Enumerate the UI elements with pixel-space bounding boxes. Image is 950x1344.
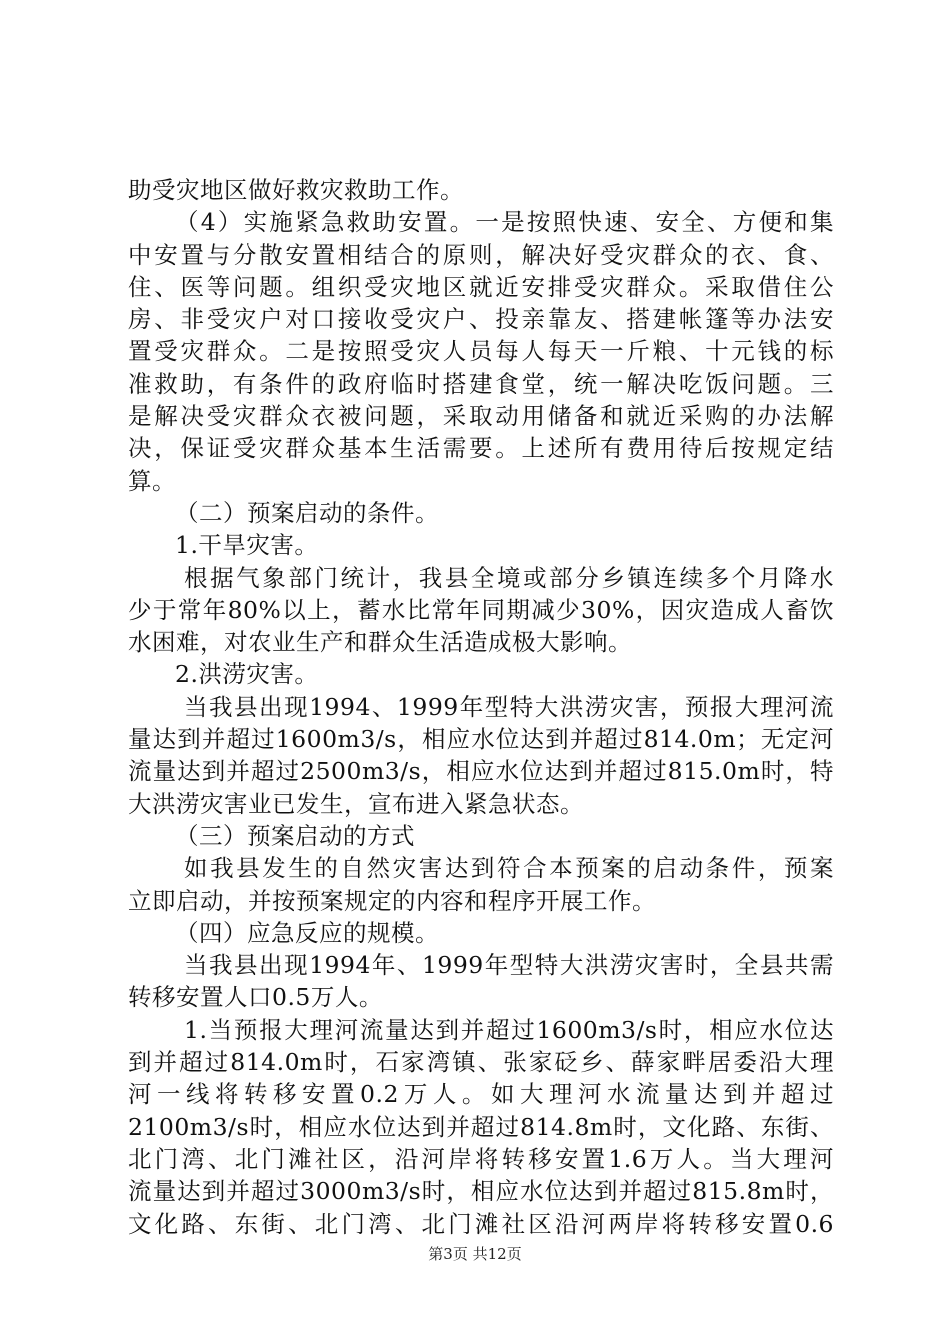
- text-line: （四）应急反应的规模。: [175, 918, 439, 947]
- page-footer: 第3页 共12页: [428, 1245, 522, 1263]
- text-line: 当我县出现1994年、1999年型特大洪涝灾害时，全县共需: [184, 951, 834, 980]
- text-line: 少于常年80%以上，蓄水比常年同期减少30%，因灾造成人畜饮: [128, 595, 834, 624]
- text-line: 大洪涝灾害业已发生，宣布进入紧急状态。: [128, 789, 584, 818]
- document-body: [128, 174, 834, 1240]
- text-line: 转移安置人口0.5万人。: [128, 983, 383, 1012]
- text-line: 水困难，对农业生产和群众生活造成极大影响。: [128, 628, 632, 657]
- text-line: 是解决受灾群众衣被问题，采取动用储备和就近采购的办法解: [128, 402, 834, 431]
- text-line: 河一线将转移安置0.2万人。如大理河水流量达到并超过: [128, 1080, 834, 1109]
- text-line: 量达到并超过1600m3/s，相应水位达到并超过814.0m；无定河: [128, 725, 834, 754]
- text-line: 准救助，有条件的政府临时搭建食堂，统一解决吃饭问题。三: [128, 369, 834, 398]
- text-line: 算。: [128, 466, 176, 495]
- text-line: 1.干旱灾害。: [175, 531, 319, 560]
- text-line: 立即启动，并按预案规定的内容和程序开展工作。: [128, 886, 656, 915]
- text-line: （三）预案启动的方式: [175, 821, 415, 850]
- text-line: （二）预案启动的条件。: [175, 498, 439, 527]
- text-line: 流量达到并超过2500m3/s，相应水位达到并超过815.0m时，特: [128, 757, 834, 786]
- text-line: 当我县出现1994、1999年型特大洪涝灾害，预报大理河流: [184, 692, 834, 721]
- text-line: 2100m3/s时，相应水位达到并超过814.8m时，文化路、东街、: [128, 1112, 834, 1141]
- text-line: （4）实施紧急救助安置。一是按照快速、安全、方便和集: [175, 208, 834, 237]
- text-line: 助受灾地区做好救灾救助工作。: [128, 176, 464, 204]
- text-line: 房、非受灾户对口接收受灾户、投亲靠友、搭建帐篷等办法安: [128, 305, 834, 334]
- text-line: 置受灾群众。二是按照受灾人员每人每天一斤粮、十元钱的标: [128, 337, 834, 366]
- text-line: 文化路、东街、北门湾、北门滩社区沿河两岸将转移安置0.6: [128, 1209, 834, 1238]
- text-line: 到并超过814.0m时，石家湾镇、张家砭乡、薛家畔居委沿大理: [128, 1048, 834, 1077]
- text-line: 2.洪涝灾害。: [175, 660, 319, 689]
- text-line: 决，保证受灾群众基本生活需要。上述所有费用待后按规定结: [128, 434, 834, 463]
- text-line: 住、医等问题。组织受灾地区就近安排受灾群众。采取借住公: [128, 272, 834, 301]
- text-line: 1.当预报大理河流量达到并超过1600m3/s时，相应水位达: [184, 1015, 834, 1044]
- text-line: 根据气象部门统计，我县全境或部分乡镇连续多个月降水: [184, 563, 834, 592]
- text-line: 中安置与分散安置相结合的原则，解决好受灾群众的衣、食、: [128, 240, 834, 269]
- text-line: 流量达到并超过3000m3/s时，相应水位达到并超过815.8m时，: [128, 1177, 834, 1206]
- text-line: 北门湾、北门滩社区，沿河岸将转移安置1.6万人。当大理河: [128, 1144, 834, 1173]
- text-line: 如我县发生的自然灾害达到符合本预案的启动条件，预案: [184, 854, 834, 883]
